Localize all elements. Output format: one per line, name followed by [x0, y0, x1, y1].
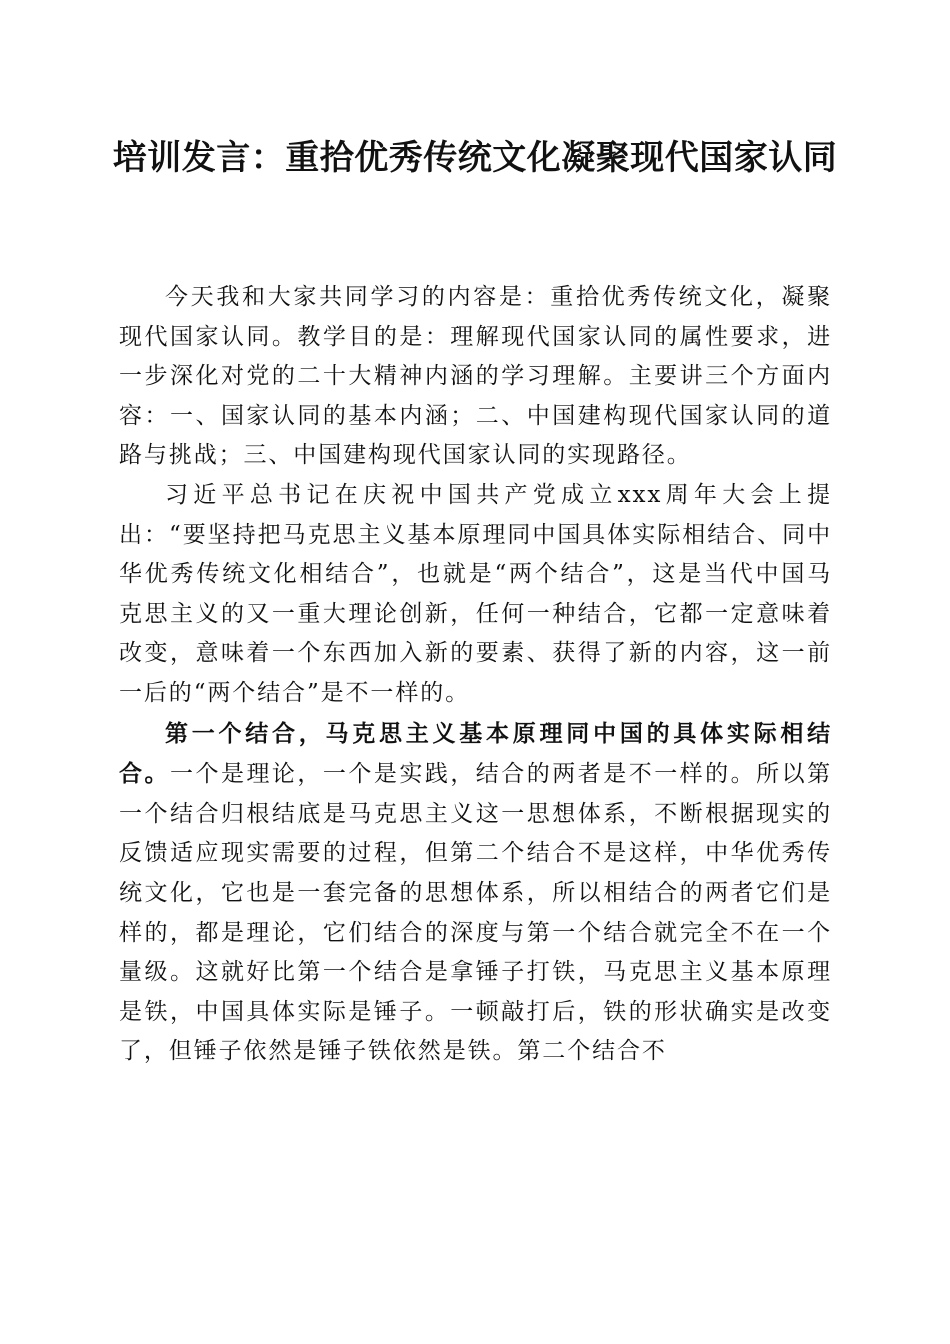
paragraph-3-lead-sentence: 第一个结合，马克思主义基本原理同中国的具体实际相结合。 [119, 719, 832, 788]
paragraph-1 [119, 278, 832, 476]
document-body [119, 278, 832, 1072]
paragraph-1-text: 今天我和大家共同学习的内容是：重拾优秀传统文化，凝聚现代国家认同。教学目的是：理解现代国家认同的属性要求，进一步深化对党的二十大精神内涵的学习理解。主要讲三个方面内容：一、国家认同的基本内涵；二、中国建构现代国家认同的道路与挑战；三、中国建构现代国家认同的实现路径。 [119, 284, 832, 469]
paragraph-3-text: 一个是理论，一个是实践，结合的两者是不一样的。所以第一个结合归根结底是马克思主义这一思想体系，不断根据现实的反馈适应现实需要的过程，但第二个结合不是这样，中华优秀传统文化，它也是一套完备的思想体系，所以相结合的两者它们是样的，都是理论，它们结合的深度与第一个结合就完全不在一个量级。这就好比第一个结合是拿锤子打铁，马克思主义基本原理是铁，中国具体实际是锤子。一顿敲打后，铁的形状确实是改变了，但锤子依然是锤子铁依然是铁。第二个结合不 [119, 761, 832, 1065]
paragraph-2 [119, 476, 832, 714]
paragraph-2-text: 习近平总书记在庆祝中国共产党成立xxx周年大会上提出：“要坚持把马克思主义基本原理同中国具体实际相结合、同中华优秀传统文化相结合”，也就是“两个结合”，这是当代中国马克思主义的又一重大理论创新，任何一种结合，它都一定意味着改变，意味着一个东西加入新的要素、获得了新的内容，这一前一后的“两个结合”是不一样的。 [119, 481, 832, 706]
document-title: 培训发言：重拾优秀传统文化凝聚现代国家认同 [112, 138, 838, 178]
paragraph-3 [119, 714, 832, 1072]
